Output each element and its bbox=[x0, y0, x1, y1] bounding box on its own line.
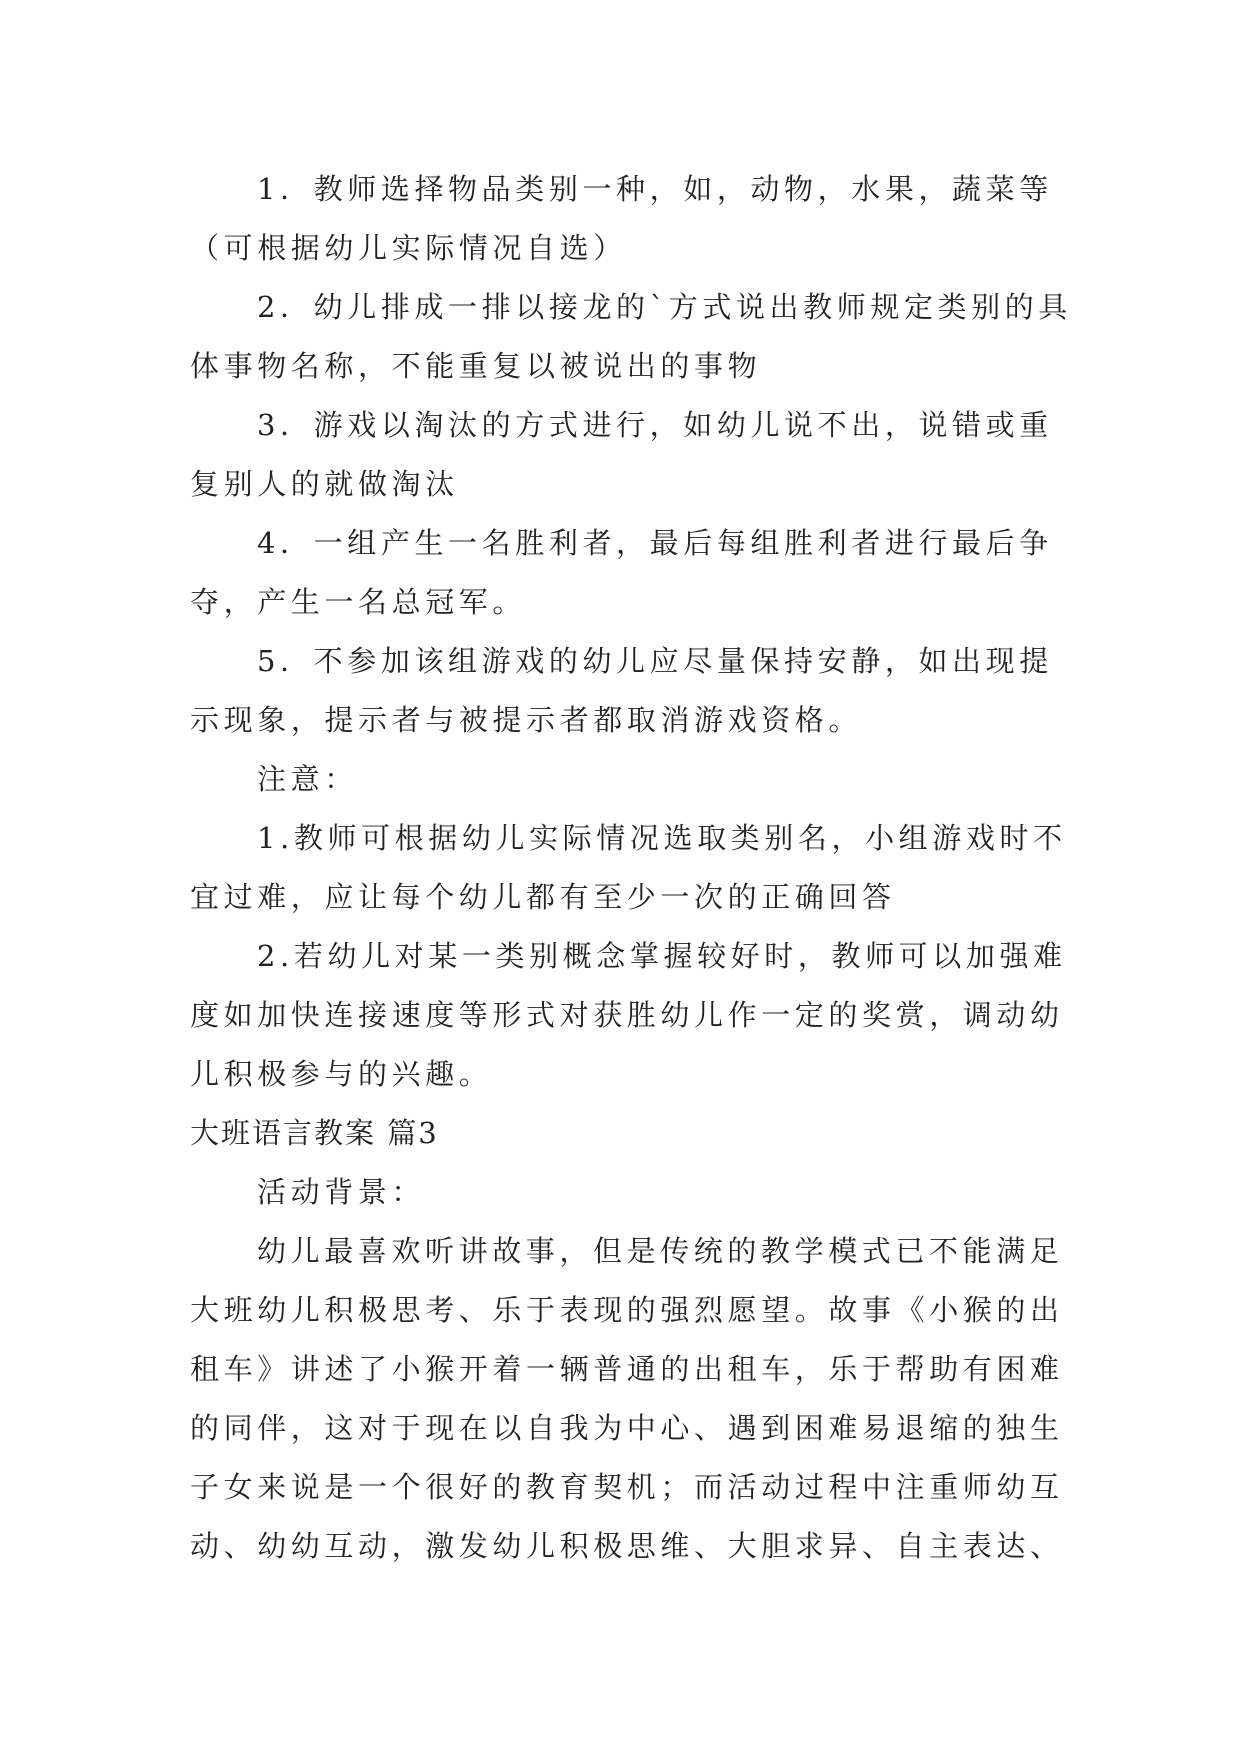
background-paragraph-line-6: 动、幼幼互动，激发幼儿积极思维、大胆求异、自主表达、 bbox=[190, 1529, 1064, 1563]
list-item-3: 3．游戏以淘汰的方式进行，如幼儿说不出，说错或重 bbox=[257, 408, 1053, 442]
list-item-2: 2．幼儿排成一排以接龙的`方式说出教师规定类别的具 bbox=[257, 290, 1072, 324]
list-item-5: 5．不参加该组游戏的幼儿应尽量保持安静，如出现提 bbox=[257, 644, 1053, 678]
note-item-2: 2.若幼儿对某一类别概念掌握较好时，教师可以加强难 bbox=[257, 939, 1067, 973]
note-item-2-cont-2: 儿积极参与的兴趣。 bbox=[190, 1057, 493, 1091]
note-item-1-cont: 宜过难，应让每个幼儿都有至少一次的正确回答 bbox=[190, 880, 896, 914]
background-paragraph-line-2: 大班幼儿积极思考、乐于表现的强烈愿望。故事《小猴的出 bbox=[190, 1293, 1064, 1327]
background-paragraph-line-3: 租车》讲述了小猴开着一辆普通的出租车，乐于帮助有困难 bbox=[190, 1352, 1064, 1386]
document-page bbox=[190, 160, 1072, 1576]
background-paragraph: 幼儿最喜欢听讲故事，但是传统的教学模式已不能满足 bbox=[257, 1234, 1064, 1268]
background-paragraph-line-5: 子女来说是一个很好的教育契机；而活动过程中注重师幼互 bbox=[190, 1470, 1064, 1504]
list-item-3-cont: 复别人的就做淘汰 bbox=[190, 467, 459, 501]
list-item-2-cont: 体事物名称，不能重复以被说出的事物 bbox=[190, 349, 762, 383]
note-item-1: 1.教师可根据幼儿实际情况选取类别名，小组游戏时不 bbox=[257, 821, 1067, 855]
note-item-2-cont: 度如加快连接速度等形式对获胜幼儿作一定的奖赏，调动幼 bbox=[190, 998, 1064, 1032]
list-item-1-cont: （可根据幼儿实际情况自选） bbox=[190, 231, 627, 265]
section-heading: 大班语言教案 篇3 bbox=[190, 1116, 439, 1150]
list-item-4: 4．一组产生一名胜利者，最后每组胜利者进行最后争 bbox=[257, 526, 1053, 560]
list-item-5-cont: 示现象，提示者与被提示者都取消游戏资格。 bbox=[190, 703, 863, 737]
list-item-1: 1．教师选择物品类别一种，如，动物，水果，蔬菜等 bbox=[257, 172, 1053, 206]
note-label: 注意： bbox=[257, 762, 358, 796]
background-label: 活动背景： bbox=[257, 1175, 426, 1209]
list-item-4-cont: 夺，产生一名总冠军。 bbox=[190, 585, 527, 619]
background-paragraph-line-4: 的同伴，这对于现在以自我为中心、遇到困难易退缩的独生 bbox=[190, 1411, 1064, 1445]
